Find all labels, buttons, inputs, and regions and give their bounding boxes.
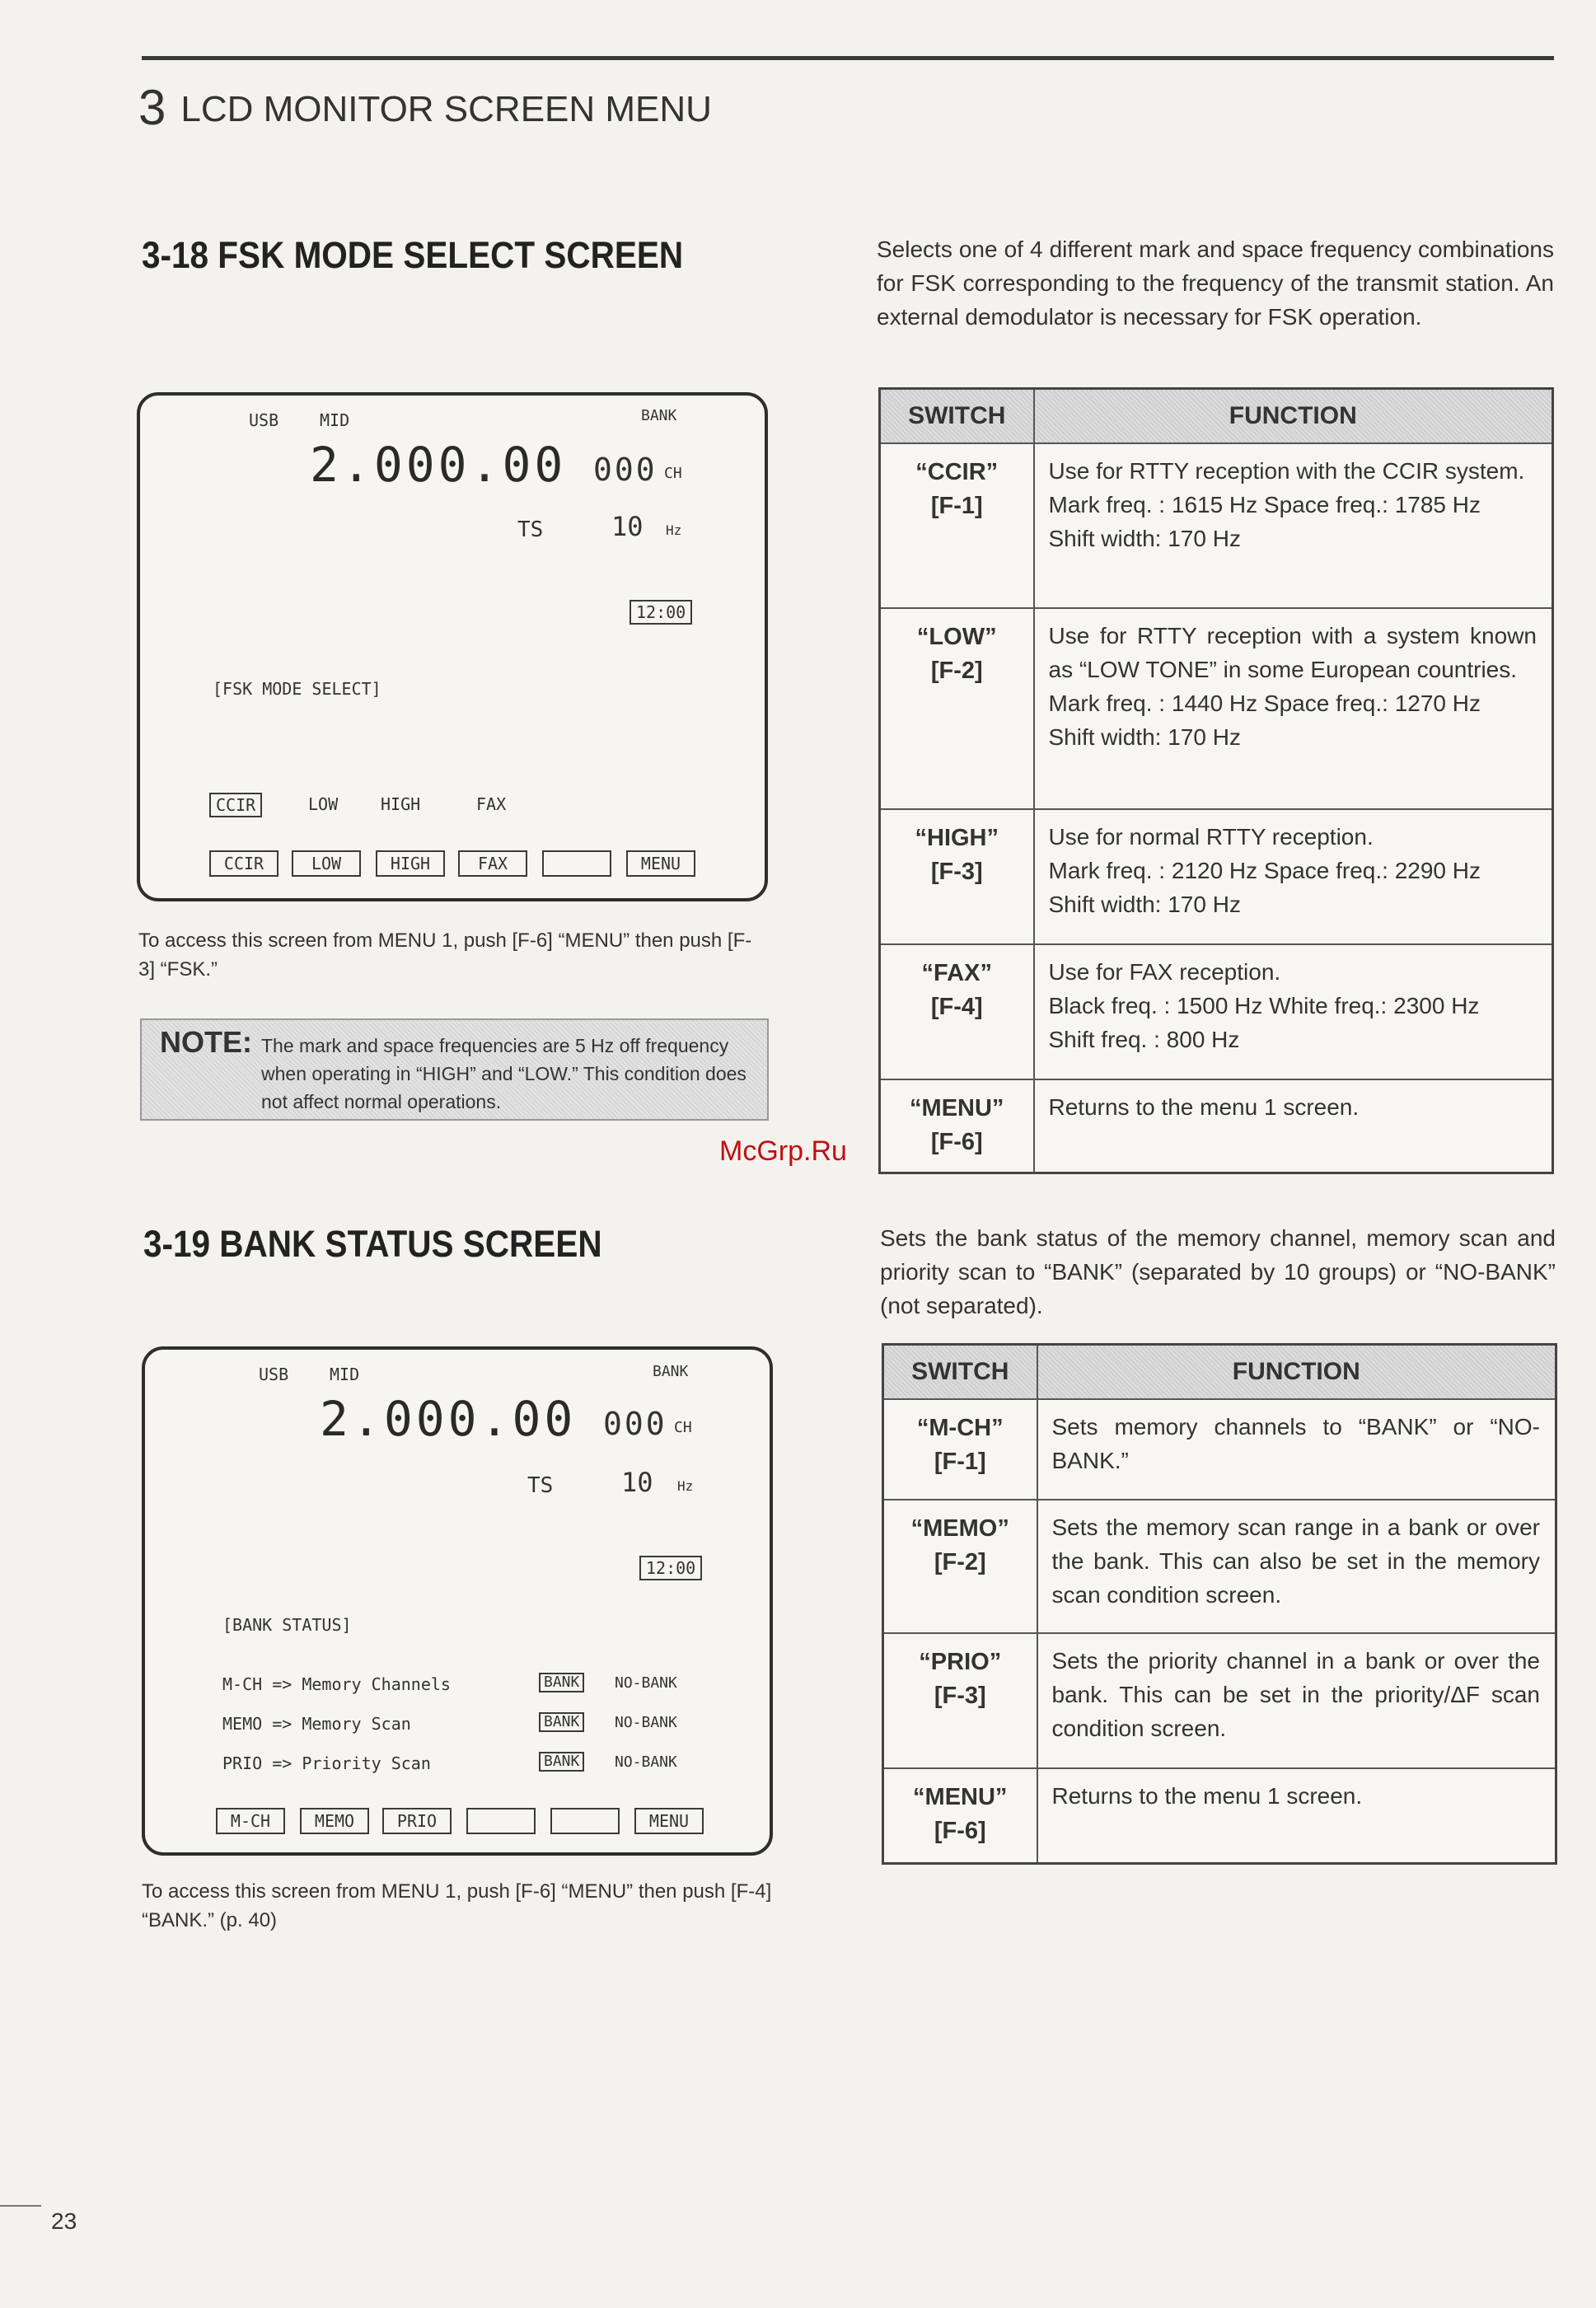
option-high: HIGH (381, 794, 421, 814)
table-header (883, 1345, 1556, 1399)
function-text: Use for FAX reception. Black freq. : 1500 Hz White freq.: 2300 Hz Shift freq. : 800 Hz (1034, 944, 1553, 1079)
table-row (880, 1079, 1553, 1173)
fkey-ccir[interactable]: CCIR (209, 850, 278, 877)
channel-unit: CH (664, 465, 682, 482)
ts-unit: Hz (677, 1478, 694, 1494)
chapter-heading (138, 79, 712, 136)
vfo-indicator: MID (330, 1365, 360, 1384)
fkey-high[interactable]: HIGH (376, 850, 445, 877)
table-row (880, 443, 1553, 608)
clock-display: 12:00 (630, 600, 692, 625)
switch-name: “MEMO” (910, 1514, 1009, 1542)
fkey-menu[interactable]: MENU (634, 1808, 704, 1834)
fkey-blank-1[interactable] (466, 1808, 536, 1834)
table-row (880, 608, 1553, 809)
function-text: Use for RTTY reception with the CCIR system. Mark freq. : 1615 Hz Space freq.: 1785 Hz Shift width: 170 Hz (1034, 443, 1553, 608)
col-switch: SWITCH (883, 1345, 1037, 1399)
channel-number: 000 (603, 1406, 667, 1442)
function-text: Returns to the menu 1 screen. (1037, 1768, 1556, 1864)
frequency-display: 2.000.00 (320, 1391, 577, 1447)
switch-name: “PRIO” (919, 1648, 1002, 1675)
switch-name: “CCIR” (915, 458, 999, 485)
switch-key: [F-6] (934, 1817, 986, 1844)
bank-indicator: BANK (641, 407, 677, 424)
function-text: Use for RTTY reception with a system known as “LOW TONE” in some European countries. Mark freq. : 1440 Hz Space freq.: 1270 Hz Shift width: 170 Hz (1034, 608, 1553, 809)
fkey-low[interactable]: LOW (292, 850, 361, 877)
table-row (880, 809, 1553, 944)
function-text: Sets the priority channel in a bank or over the bank. This can be set in the priority/ΔF scan condition screen. (1037, 1633, 1556, 1768)
ts-label: TS (527, 1473, 554, 1498)
mode-indicator: USB (259, 1365, 289, 1384)
function-text: Sets the memory scan range in a bank or over the bank. This can also be set in the memory scan condition screen. (1037, 1500, 1556, 1633)
fkey-menu[interactable]: MENU (626, 850, 695, 877)
fkey-blank[interactable] (542, 850, 611, 877)
status-bank-mch: BANK (539, 1673, 584, 1692)
switch-key: [F-4] (930, 993, 983, 1020)
switch-key: [F-1] (930, 492, 983, 519)
table-row (883, 1768, 1556, 1864)
chapter-title: LCD MONITOR SCREEN MENU (180, 89, 712, 129)
vfo-indicator: MID (320, 410, 350, 430)
watermark: McGrp.Ru (719, 1135, 847, 1167)
section-title-bank: 3-19 BANK STATUS SCREEN (143, 1223, 602, 1265)
switch-name: “MENU” (913, 1783, 1008, 1810)
col-switch: SWITCH (880, 389, 1034, 443)
fkey-mch[interactable]: M-CH (216, 1808, 285, 1834)
note-text: The mark and space frequencies are 5 Hz off frequency when operating in “HIGH” and “LOW.” This condition does not affect normal operations. (261, 1035, 747, 1112)
bank-indicator: BANK (653, 1363, 689, 1380)
fkey-fax[interactable]: FAX (458, 850, 527, 877)
table-row (883, 1500, 1556, 1633)
switch-key: [F-2] (930, 657, 983, 684)
switch-key: [F-1] (934, 1448, 986, 1475)
switch-key: [F-3] (930, 858, 983, 885)
mode-indicator: USB (249, 410, 279, 430)
screen-name: [BANK STATUS] (222, 1615, 352, 1635)
option-ccir-selected: CCIR (209, 793, 262, 817)
ts-value: 10 (621, 1467, 653, 1498)
status-nobank-mch: NO-BANK (615, 1674, 677, 1692)
switch-name: “FAX” (921, 959, 992, 986)
clock-display: 12:00 (639, 1556, 702, 1580)
switch-key: [F-3] (934, 1682, 986, 1709)
chapter-number: 3 (138, 80, 166, 135)
status-bank-prio: BANK (539, 1752, 584, 1772)
channel-number: 000 (593, 452, 658, 488)
header-rule (142, 56, 1554, 60)
status-nobank-prio: NO-BANK (615, 1753, 677, 1771)
status-label-prio: PRIO => Priority Scan (222, 1753, 431, 1773)
bank-lcd-screen (142, 1346, 773, 1856)
fkey-blank-2[interactable] (550, 1808, 620, 1834)
switch-key: [F-6] (930, 1128, 983, 1155)
page-marker (0, 2205, 41, 2207)
table-row (880, 944, 1553, 1079)
fsk-lcd-screen (137, 392, 768, 901)
switch-key: [F-2] (934, 1548, 986, 1575)
bank-description: Sets the bank status of the memory channel, memory scan and priority scan to “BANK” (separated by 10 groups) or “NO-BANK” (not separated). (880, 1225, 1556, 1318)
fkey-memo[interactable]: MEMO (300, 1808, 369, 1834)
switch-name: “HIGH” (915, 824, 999, 851)
section-title-fsk: 3-18 FSK MODE SELECT SCREEN (142, 234, 684, 276)
frequency-display: 2.000.00 (310, 437, 567, 493)
ts-unit: Hz (666, 522, 682, 538)
function-text: Returns to the menu 1 screen. (1034, 1079, 1553, 1173)
switch-name: “LOW” (916, 623, 997, 650)
fsk-note (140, 1018, 769, 1121)
status-label-memo: MEMO => Memory Scan (222, 1714, 411, 1734)
ts-label: TS (517, 517, 544, 542)
function-text: Use for normal RTTY reception. Mark freq. : 2120 Hz Space freq.: 2290 Hz Shift width: 170 Hz (1034, 809, 1553, 944)
table-row (883, 1633, 1556, 1768)
status-nobank-memo: NO-BANK (615, 1714, 677, 1731)
bank-function-table (882, 1343, 1557, 1865)
bank-caption: To access this screen from MENU 1, push [F-6] “MENU” then push [F-4] “BANK.” (p. 40) (142, 1880, 772, 1931)
channel-unit: CH (674, 1419, 692, 1436)
option-fax: FAX (476, 794, 507, 814)
col-function: FUNCTION (1037, 1345, 1556, 1399)
fsk-caption: To access this screen from MENU 1, push [F-6] “MENU” then push [F-3] “FSK.” (138, 929, 752, 981)
fsk-description: Selects one of 4 different mark and space frequency combinations for FSK corresponding to the frequency of the transmit station. An external demodulator is necessary for FSK operation. (877, 236, 1554, 330)
status-bank-memo: BANK (539, 1712, 584, 1732)
status-label-mch: M-CH => Memory Channels (222, 1674, 451, 1694)
table-row (883, 1399, 1556, 1500)
ts-value: 10 (611, 511, 644, 542)
screen-name: [FSK MODE SELECT] (213, 679, 381, 699)
table-header (880, 389, 1553, 443)
option-low: LOW (308, 794, 339, 814)
function-text: Sets memory channels to “BANK” or “NO-BANK.” (1037, 1399, 1556, 1500)
fkey-prio[interactable]: PRIO (382, 1808, 452, 1834)
col-function: FUNCTION (1034, 389, 1553, 443)
note-label: NOTE: (160, 1025, 252, 1059)
switch-name: “MENU” (910, 1094, 1004, 1121)
fsk-function-table (878, 387, 1554, 1174)
switch-name: “M-CH” (916, 1414, 1004, 1441)
page-number: 23 (51, 2208, 77, 2234)
